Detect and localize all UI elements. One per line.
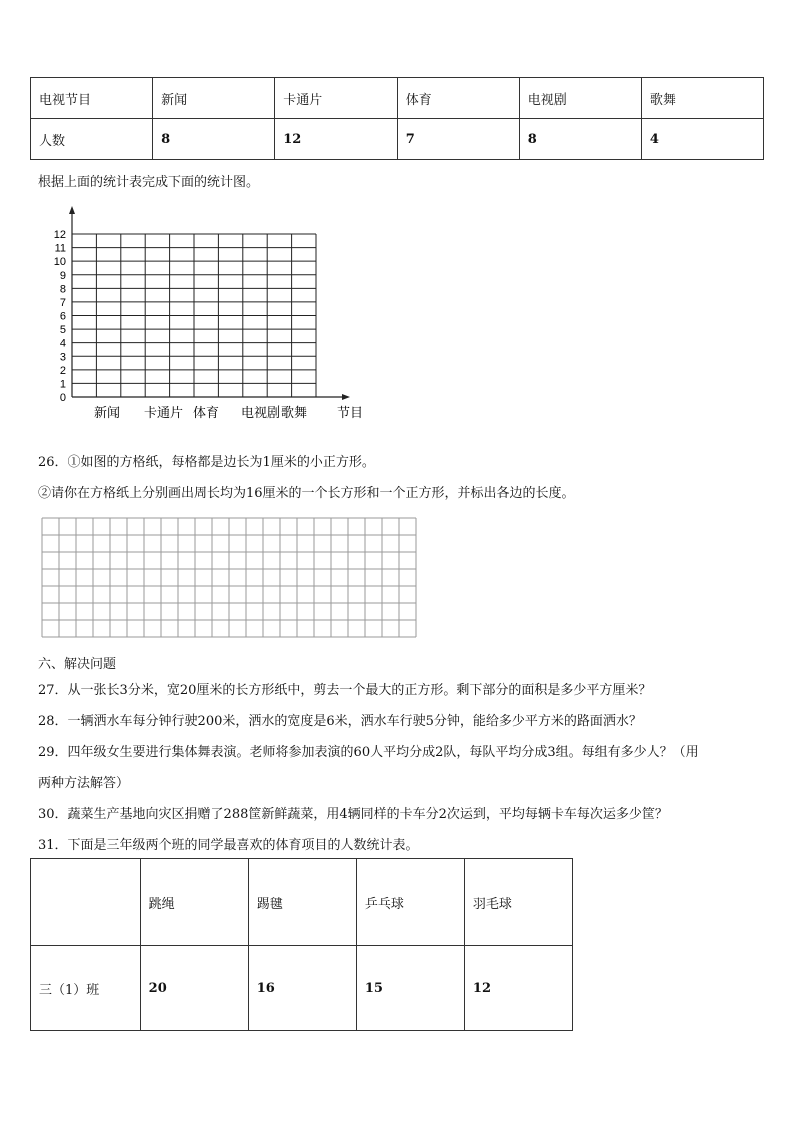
- chart-x-category-label: 新闻: [94, 405, 121, 420]
- chart-x-categories: [94, 405, 307, 420]
- statistics-chart-grid: [0, 200, 420, 430]
- question-31: 31．下面是三年级两个班的同学最喜欢的体育项目的人数统计表。: [38, 838, 419, 853]
- table-cell: 踢毽: [248, 859, 356, 946]
- table-cell: 电视节目: [31, 78, 153, 119]
- question-28: 28．一辆洒水车每分钟行驶200米，洒水的宽度是6米，洒水车行驶5分钟，能给多少平方米的路面洒水？: [38, 714, 642, 729]
- chart-y-tick-label: 3: [59, 351, 66, 364]
- square-grid-paper: [40, 516, 420, 640]
- chart-y-tick-label: 0: [59, 392, 66, 404]
- question-29-line1: 29．四年级女生要进行集体舞表演。老师将参加表演的60人平均分成2队，每队平均分成3组。每组有多少人？（用: [38, 745, 699, 760]
- table-cell: 跳绳: [140, 859, 248, 946]
- chart-y-axis-arrow: [69, 206, 75, 214]
- table-cell: 12: [275, 119, 398, 160]
- table-cell: 4: [641, 119, 763, 160]
- chart-x-category-label: 卡通片: [144, 405, 184, 420]
- table-cell: 电视剧: [519, 78, 641, 119]
- table-cell: 7: [397, 119, 519, 160]
- chart-y-tick-label: 6: [59, 310, 66, 323]
- chart-y-tick-label: 8: [59, 283, 66, 296]
- table-row: [31, 119, 764, 160]
- table-cell: [31, 859, 141, 946]
- table-cell: 12: [464, 946, 572, 1031]
- chart-y-tick-label: 5: [59, 324, 66, 337]
- chart-y-tick-label: 2: [59, 364, 66, 377]
- table-cell: 15: [356, 946, 464, 1031]
- chart-y-tick-label: 9: [59, 269, 66, 282]
- table-cell: 羽毛球: [464, 859, 572, 946]
- table-cell: 乒乓球: [356, 859, 464, 946]
- chart-y-tick-label: 12: [53, 229, 66, 241]
- table-cell: 人数: [31, 119, 153, 160]
- sports-table: [30, 858, 573, 1031]
- chart-y-tick-label: 1: [59, 378, 66, 391]
- tv-program-table: [30, 77, 764, 160]
- chart-y-tick-label: 10: [53, 256, 66, 269]
- section-heading: 六、解决问题: [38, 657, 117, 672]
- chart-y-ticks: [54, 229, 66, 404]
- question-26-line2: ②请你在方格纸上分别画出周长均为16厘米的一个长方形和一个正方形，并标出各边的长度。: [38, 486, 575, 501]
- table-cell: 三（1）班: [31, 946, 141, 1031]
- table-cell: 体育: [397, 78, 519, 119]
- table-row: [31, 946, 573, 1031]
- table-row: [31, 859, 573, 946]
- table-cell: 新闻: [153, 78, 275, 119]
- table-cell: 16: [248, 946, 356, 1031]
- question-26-line1: 26．①如图的方格纸，每格都是边长为1厘米的小正方形。: [38, 455, 375, 470]
- chart-x-category-label: 电视剧: [241, 405, 281, 420]
- table-cell: 8: [519, 119, 641, 160]
- table-cell: 卡通片: [275, 78, 398, 119]
- chart-x-axis-arrow: [342, 394, 350, 400]
- question-29-line2: 两种方法解答）: [38, 776, 130, 791]
- table-cell: 20: [140, 946, 248, 1031]
- chart-axes: [69, 206, 350, 400]
- chart-x-category-label: 体育: [193, 405, 220, 420]
- question-27: 27．从一张长3分米，宽20厘米的长方形纸中，剪去一个最大的正方形。剩下部分的面积是多少平方厘米？: [38, 683, 652, 698]
- table-cell: 歌舞: [641, 78, 763, 119]
- chart-y-tick-label: 4: [59, 337, 66, 350]
- chart-x-axis-label: 节目: [337, 405, 364, 420]
- chart-instruction: 根据上面的统计表完成下面的统计图。: [38, 175, 260, 190]
- chart-x-category-label: 歌舞: [281, 405, 308, 420]
- chart-grid-lines: [72, 234, 316, 397]
- table-cell: 8: [153, 119, 275, 160]
- question-30: 30．蔬菜生产基地向灾区捐赠了288筐新鲜蔬菜，用4辆同样的卡车分2次运到，平均每辆卡车每次运多少筐？: [38, 807, 668, 822]
- chart-y-tick-label: 7: [59, 296, 66, 309]
- chart-y-tick-label: 11: [54, 242, 66, 255]
- table-row: [31, 78, 764, 119]
